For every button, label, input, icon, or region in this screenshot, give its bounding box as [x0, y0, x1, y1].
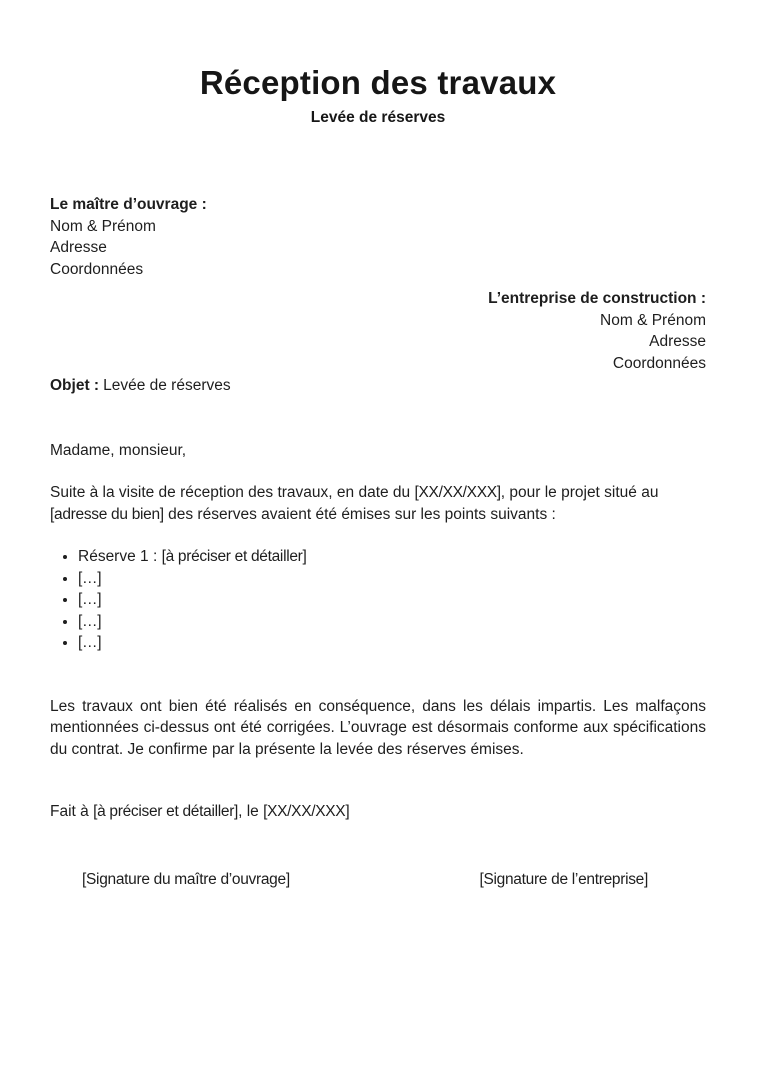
- owner-contact: Coordonnées: [50, 260, 144, 278]
- company-name: Nom & Prénom: [600, 311, 706, 329]
- reserves-list: [50, 546, 706, 654]
- reserve-item-1-label: Réserve 1 :: [78, 548, 162, 565]
- dateline-date-placeholder: [XX/XX/XXX]: [263, 803, 350, 820]
- date-placeholder: [XX/XX/XXX]: [414, 484, 501, 501]
- reserve-item-4: • […]: [78, 611, 706, 633]
- owner-signature-placeholder: [Signature du maître d’ouvrage]: [82, 870, 290, 888]
- reserve-item-3: • […]: [78, 589, 706, 611]
- signatures-row: [50, 869, 706, 891]
- reserve-item-1-placeholder: [à préciser et détailler]: [161, 548, 307, 565]
- company-block: [50, 288, 706, 374]
- intro-text-2: , pour le projet situé au: [500, 484, 659, 501]
- reserve-item-1: [78, 546, 706, 568]
- document-title: Réception des travaux: [199, 64, 557, 101]
- owner-block: [50, 194, 706, 280]
- reserve-item-2: • […]: [78, 568, 706, 590]
- company-contact: Coordonnées: [612, 354, 706, 372]
- subject-line: [50, 375, 706, 397]
- subject-value: Levée de réserves: [103, 377, 231, 394]
- company-address: Adresse: [649, 333, 706, 350]
- owner-label: Le maître d’ouvrage :: [50, 196, 207, 213]
- dateline-text-2: , le: [238, 803, 264, 820]
- document-header: [50, 64, 706, 128]
- reserve-item-5: • […]: [78, 632, 706, 654]
- dateline-text-1: Fait à: [50, 803, 94, 820]
- owner-name: Nom & Prénom: [50, 217, 156, 235]
- document-subtitle: Levée de réserves: [310, 109, 446, 126]
- salutation: Madame, monsieur,: [50, 441, 187, 459]
- address-placeholder: [adresse du bien]: [50, 505, 164, 523]
- owner-address: Adresse: [50, 239, 107, 256]
- company-signature-placeholder: [Signature de l’entreprise]: [479, 870, 648, 888]
- subject-label: Objet :: [50, 377, 100, 394]
- intro-text-3: des réserves avaient été émises sur les points suivants :: [163, 505, 556, 523]
- company-label: L’entreprise de construction :: [488, 290, 706, 307]
- intro-paragraph: [50, 482, 706, 525]
- closing-paragraph: Les travaux ont bien été réalisés en conséquence, dans les délais impartis. Les malfaçons mentionnées ci-dessus ont été corrigées. L’ouvrage est désormais conforme aux spécifications du contrat. Je confirme par la présente la levée des réserves émises.: [50, 697, 706, 758]
- intro-text-1: Suite à la visite de réception des travaux, en date du: [50, 484, 415, 501]
- date-line: [50, 801, 706, 823]
- place-placeholder: [à préciser et détailler]: [93, 803, 239, 820]
